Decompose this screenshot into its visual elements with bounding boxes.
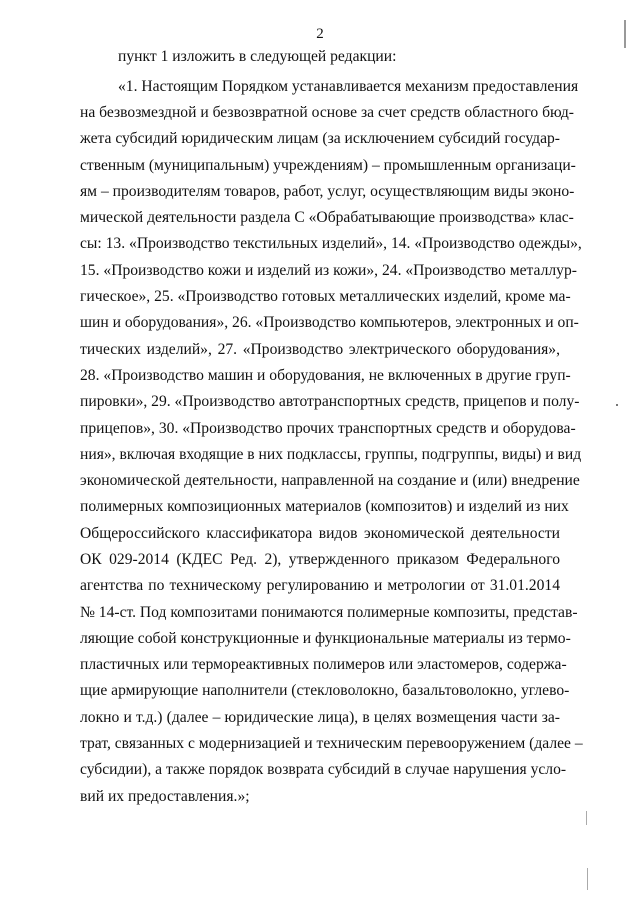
page-number: 2 <box>316 26 324 42</box>
text-line: тических изделий», 27. «Производство электрического оборудования», <box>80 341 560 358</box>
text-line: щие армирующие наполнители (стекловолокно, базальтоволокно, углево- <box>80 682 570 699</box>
text-line: сы: 13. «Производство текстильных изделий», 14. «Производство одежды», <box>80 235 582 252</box>
text-line: 15. «Производство кожи и изделий из кожи», 24. «Производство металлур- <box>80 262 577 279</box>
scan-speck <box>624 20 626 48</box>
scan-speck <box>587 868 588 890</box>
text-line: трат, связанных с модернизацией и техническим перевооружением (далее – <box>80 735 583 752</box>
text-line: Общероссийского классификатора видов экономической деятельности <box>80 525 560 542</box>
text-line: жета субсидий юридическим лицам (за исключением субсидий государ- <box>80 130 560 147</box>
text-line: вий их предоставления.»; <box>80 788 250 805</box>
scan-speck <box>616 404 618 406</box>
text-line: мической деятельности раздела С «Обрабатывающие производства» клас- <box>80 209 574 226</box>
text-line: пировки», 29. «Производство автотранспортных средств, прицепов и полу- <box>80 393 580 410</box>
text-line: пункт 1 изложить в следующей редакции: <box>118 48 397 65</box>
text-line: на безвозмездной и безвозвратной основе за счет средств областного бюд- <box>80 104 574 121</box>
text-line: пластичных или термореактивных полимеров или эластомеров, содержа- <box>80 656 567 673</box>
text-line: ляющие собой конструкционные и функциональные материалы из термо- <box>80 630 571 647</box>
text-line: ния», включая входящие в них подклассы, группы, подгруппы, виды) и вид <box>80 446 582 463</box>
text-line: прицепов», 30. «Производство прочих транспортных средств и оборудова- <box>80 420 576 437</box>
text-line: «1. Настоящим Порядком устанавливается механизм предоставления <box>118 78 579 95</box>
text-line: субсидии), а также порядок возврата субсидий в случае нарушения усло- <box>80 761 567 778</box>
text-line: агентства по техническому регулированию и метрологии от 31.01.2014 <box>80 577 560 594</box>
text-line: № 14-ст. Под композитами понимаются полимерные композиты, представ- <box>80 604 578 621</box>
text-line: ям – производителям товаров, работ, услуг, осуществляющим виды эконо- <box>80 183 575 200</box>
text-line: полимерных композиционных материалов (композитов) и изделий из них <box>80 498 569 515</box>
scan-speck <box>586 811 587 825</box>
text-line: 28. «Производство машин и оборудования, не включенных в другие груп- <box>80 367 571 384</box>
text-line: гическое», 25. «Производство готовых металлических изделий, кроме ма- <box>80 288 571 305</box>
text-line: шин и оборудования», 26. «Производство компьютеров, электронных и оп- <box>80 314 579 331</box>
text-line: ОК 029-2014 (КДЕС Ред. 2), утвержденного приказом Федерального <box>80 551 560 568</box>
text-line: ственным (муниципальным) учреждениям) – промышленным организаци- <box>80 157 576 174</box>
text-line: экономической деятельности, направленной на создание и (или) внедрение <box>80 472 580 489</box>
text-line: локно и т.д.) (далее – юридические лица), в целях возмещения части за- <box>80 709 560 726</box>
